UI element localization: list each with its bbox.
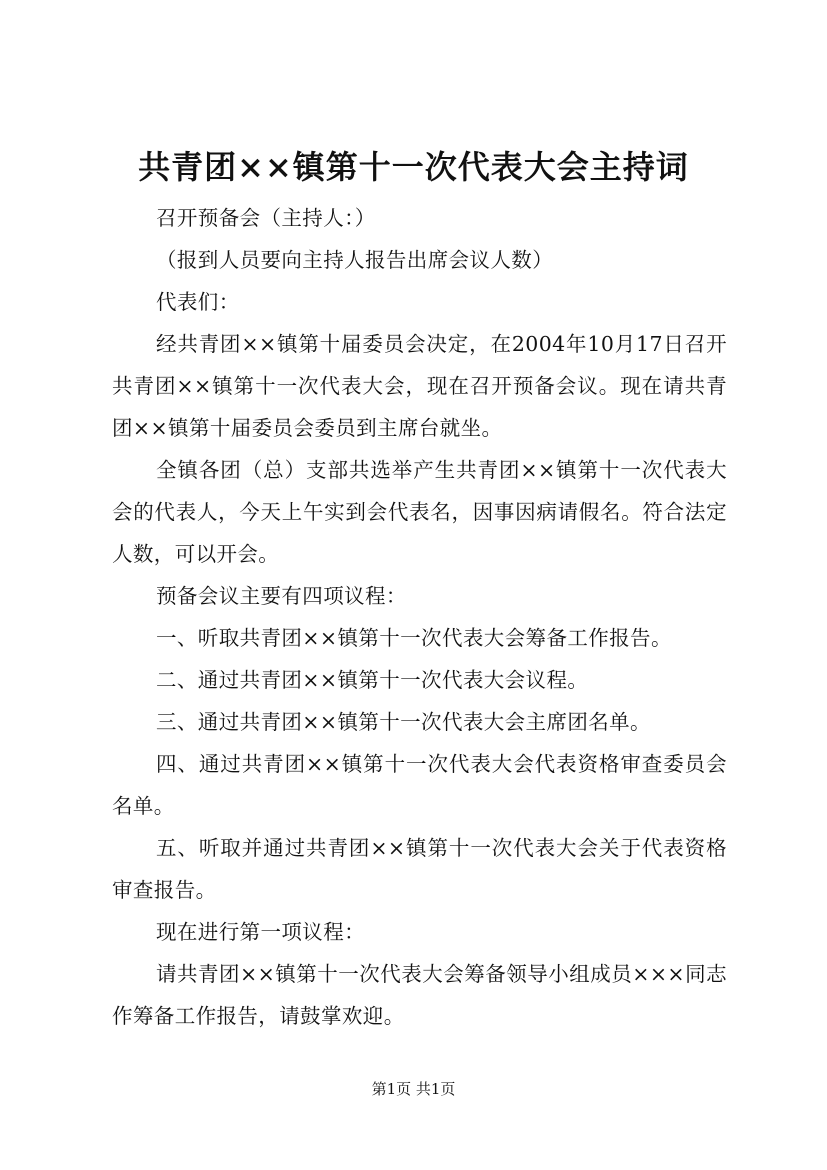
document-body (112, 197, 727, 1037)
paragraph-first-item: 现在进行第一项议程： (156, 920, 365, 944)
document-title: 共青团××镇第十一次代表大会主持词 (138, 148, 689, 186)
paragraph-prep-meeting: 召开预备会（主持人：） (156, 206, 376, 230)
paragraph-decision: 经共青团××镇第十届委员会决定，在2004年10月17日召开共青团××镇第十一次代表大会，现在召开预备会议。现在请共青团××镇第十届委员会委员到主席台就坐。 (112, 332, 727, 440)
paragraph-greeting: 代表们： (156, 290, 240, 314)
paragraph-delegates: 全镇各团（总）支部共选举产生共青团××镇第十一次代表大会的代表人，今天上午实到会代表名，因事因病请假名。符合法定人数，可以开会。 (112, 458, 727, 566)
agenda-item-1: 一、听取共青团××镇第十一次代表大会筹备工作报告。 (156, 626, 672, 650)
agenda-item-5: 五、听取并通过共青团××镇第十一次代表大会关于代表资格审查报告。 (112, 836, 727, 902)
agenda-item-3: 三、通过共青团××镇第十一次代表大会主席团名单。 (156, 710, 651, 734)
paragraph-agenda-intro: 预备会议主要有四项议程： (156, 584, 407, 608)
paragraph-attendance-note: （报到人员要向主持人报告出席会议人数） (156, 248, 554, 272)
page-footer: 第1页 共1页 (371, 1080, 456, 1098)
paragraph-invitation: 请共青团××镇第十一次代表大会筹备领导小组成员×××同志作筹备工作报告，请鼓掌欢迎。 (112, 962, 727, 1028)
agenda-item-2: 二、通过共青团××镇第十一次代表大会议程。 (156, 668, 589, 692)
agenda-item-4: 四、通过共青团××镇第十一次代表大会代表资格审查委员会名单。 (112, 752, 727, 818)
